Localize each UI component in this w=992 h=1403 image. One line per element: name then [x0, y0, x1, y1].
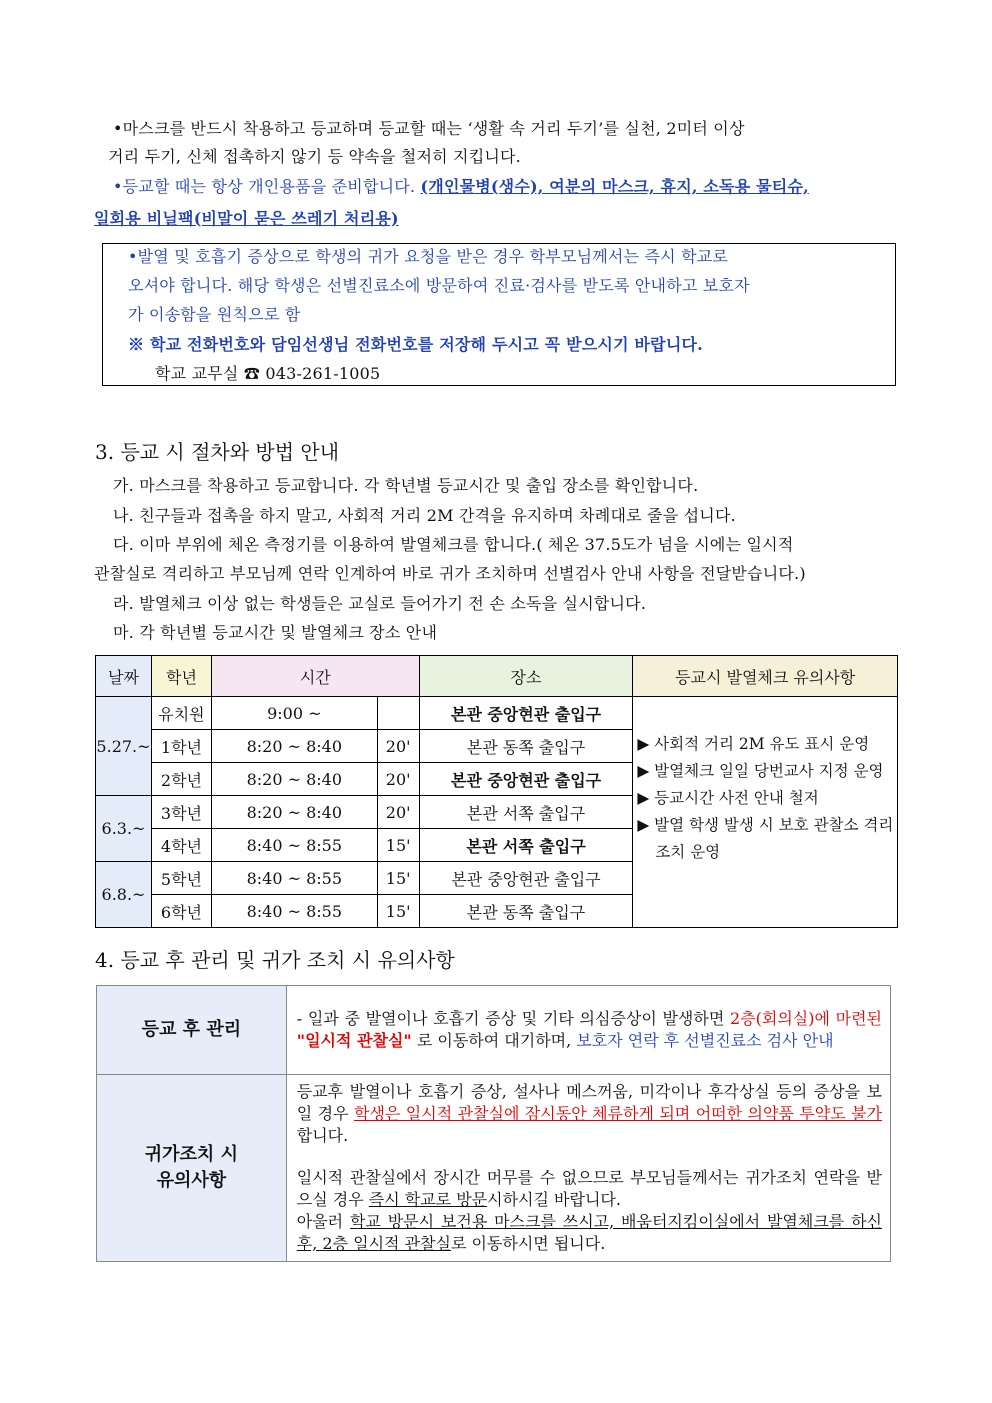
- intro-bullet-2-line-1: [113, 177, 809, 197]
- duration-cell: [377, 697, 419, 730]
- section-3-item-da-line-2: 관찰실로 격리하고 부모님께 연락 인계하여 바로 귀가 조치하며 선별검사 안내 사항을 전달받습니다.): [94, 564, 806, 583]
- row-content-going-home: [286, 1075, 890, 1262]
- section-3-title: 3. 등교 시 절차와 방법 안내: [95, 440, 340, 464]
- text-span: 일시적 관찰실에서 장시간 머무를 수 없으므로 부모님들께서는 귀가조치 연락을 받으실 경우: [296, 1168, 882, 1209]
- duration-cell: 15': [377, 895, 419, 928]
- row-label-going-home: [97, 1075, 287, 1262]
- note-item: ▶ 사회적 거리 2M 유도 표시 운영: [637, 735, 870, 753]
- duration-cell: 15': [377, 862, 419, 895]
- note-item: ▶ 발열체크 일일 당번교사 지정 운영: [637, 762, 884, 780]
- note-item: ▶ 발열 학생 발생 시 보호 관찰소 격리 조치 운영: [637, 816, 894, 861]
- notes-cell: [633, 697, 898, 928]
- header-time: 시간: [211, 656, 419, 697]
- text-span: 등교후 발열이나 호흡기 증상, 설사나 메스꺼움, 미각이나 후각상실 등의 증상을 보일 경우: [296, 1082, 882, 1123]
- table-row: [97, 1075, 891, 1262]
- text-span: 시하시길 바랍니다.: [487, 1190, 621, 1209]
- duration-cell: 15': [377, 829, 419, 862]
- table-row: [96, 697, 898, 730]
- duration-cell: 20': [377, 796, 419, 829]
- place-cell: 본관 서쪽 출입구: [419, 829, 633, 862]
- header-place: 장소: [419, 656, 633, 697]
- intro-bullet-2-items: (개인물병(생수), 여분의 마스크, 휴지, 소독용 물티슈,: [420, 177, 809, 196]
- label-line: 귀가조치 시: [144, 1144, 238, 1165]
- text-span: - 일과 중 발열이나 호흡기 증상 및 기타 의심증상이 발생하면: [296, 1009, 730, 1028]
- date-cell: 6.8.~: [96, 862, 152, 928]
- intro-bullet-2-line-2: 일회용 비닐팩(비말이 묻은 쓰레기 처리용): [94, 209, 399, 228]
- text-span: 학교 방문시 보건용 마스크를 쓰시고, 배움터지킴이실에서 발열체크를 하신 후, 2층 일시적 관찰실: [296, 1212, 882, 1253]
- grade-cell: 유치원: [151, 697, 211, 730]
- notice-line-4: ※ 학교 전화번호와 담임선생님 전화번호를 저장해 두시고 꼭 받으시기 바랍니다.: [128, 335, 703, 354]
- grade-cell: 6학년: [151, 895, 211, 928]
- duration-cell: 20': [377, 763, 419, 796]
- table-row: [97, 986, 891, 1075]
- date-cell: 6.3.~: [96, 796, 152, 862]
- place-cell: 본관 동쪽 출입구: [419, 895, 633, 928]
- section-3-item-ga: 가. 마스크를 착용하고 등교합니다. 각 학년별 등교시간 및 출입 장소를 확인합니다.: [113, 476, 699, 495]
- note-item: ▶ 등교시간 사전 안내 철저: [637, 789, 819, 807]
- place-cell: 본관 중앙현관 출입구: [419, 862, 633, 895]
- paragraph: [297, 1167, 882, 1211]
- section-3-item-na: 나. 친구들과 접촉을 하지 말고, 사회적 거리 2M 간격을 유지하며 차례대로 줄을 섭니다.: [113, 506, 736, 525]
- text-span: 로 이동하시면 됩니다.: [450, 1234, 606, 1253]
- text-span: 학생은 일시적 관찰실에 잠시동안 체류하게 되며 어떠한 의약품 투약도 불가: [354, 1104, 882, 1123]
- text-span: "일시적 관찰실": [296, 1031, 412, 1050]
- date-cell: 5.27.~: [96, 697, 152, 796]
- time-cell: 8:40 ~ 8:55: [211, 829, 377, 862]
- school-phone: 학교 교무실 ☎ 043-261-1005: [155, 364, 381, 383]
- section-4-title: 4. 등교 후 관리 및 귀가 조치 시 유의사항: [95, 948, 455, 972]
- grade-cell: 5학년: [151, 862, 211, 895]
- section-3-item-da-line-1: 다. 이마 부위에 체온 측정기를 이용하여 발열체크를 합니다.( 체온 37.5도가 넘을 시에는 일시적: [113, 535, 794, 554]
- notice-line-3: 가 이송함을 원칙으로 함: [128, 305, 301, 324]
- grade-cell: 1학년: [151, 730, 211, 763]
- time-cell: 8:40 ~ 8:55: [211, 862, 377, 895]
- time-cell: 9:00 ~: [211, 697, 377, 730]
- text-span: 2층(회의실)에 마련된: [729, 1009, 882, 1028]
- place-cell: 본관 중앙현관 출입구: [419, 697, 633, 730]
- header-grade: 학년: [151, 656, 211, 697]
- intro-bullet-1-line-2: 거리 두기, 신체 접촉하지 않기 등 약속을 철저히 지킵니다.: [108, 147, 521, 166]
- notice-line-2: 오셔야 합니다. 해당 학생은 선별진료소에 방문하여 진료·검사를 받도록 안내하고 보호자: [128, 276, 750, 295]
- text-span: 보호자 연락 후 선별진료소 검사 안내: [576, 1031, 834, 1050]
- place-cell: 본관 동쪽 출입구: [419, 730, 633, 763]
- header-date: 날짜: [96, 656, 152, 697]
- grade-cell: 3학년: [151, 796, 211, 829]
- grade-cell: 4학년: [151, 829, 211, 862]
- grade-cell: 2학년: [151, 763, 211, 796]
- header-notes: 등교시 발열체크 유의사항: [633, 656, 898, 697]
- place-cell: 본관 서쪽 출입구: [419, 796, 633, 829]
- schedule-table: [95, 655, 898, 928]
- paragraph: [297, 1081, 882, 1147]
- text-span: 즉시 학교로 방문: [368, 1190, 488, 1209]
- text-span: 아울러: [296, 1212, 350, 1231]
- time-cell: 8:40 ~ 8:55: [211, 895, 377, 928]
- intro-bullet-2-prefix: •등교할 때는 항상 개인용품을 준비합니다.: [113, 177, 421, 196]
- duration-cell: 20': [377, 730, 419, 763]
- label-line: 유의사항: [156, 1170, 227, 1191]
- time-cell: 8:20 ~ 8:40: [211, 796, 377, 829]
- text-span: 합니다.: [296, 1126, 349, 1145]
- text-span: 로 이동하여 대기하며,: [411, 1031, 577, 1050]
- section-3-item-ra: 라. 발열체크 이상 없는 학생들은 교실로 들어가기 전 손 소독을 실시합니다.: [113, 594, 647, 613]
- time-cell: 8:20 ~ 8:40: [211, 763, 377, 796]
- section-3-item-ma: 마. 각 학년별 등교시간 및 발열체크 장소 안내: [113, 623, 438, 642]
- place-cell: 본관 중앙현관 출입구: [419, 763, 633, 796]
- paragraph: [297, 1211, 882, 1255]
- notice-line-1: •발열 및 호흡기 증상으로 학생의 귀가 요청을 받은 경우 학부모님께서는 즉시 학교로: [128, 247, 729, 266]
- intro-bullet-1-line-1: •마스크를 반드시 착용하고 등교하며 등교할 때는 ‘생활 속 거리 두기’를 실천, 2미터 이상: [113, 119, 745, 138]
- time-cell: 8:20 ~ 8:40: [211, 730, 377, 763]
- row-label-after-arrival: 등교 후 관리: [97, 986, 287, 1075]
- management-table: [96, 985, 891, 1262]
- row-content-after-arrival: [286, 986, 890, 1075]
